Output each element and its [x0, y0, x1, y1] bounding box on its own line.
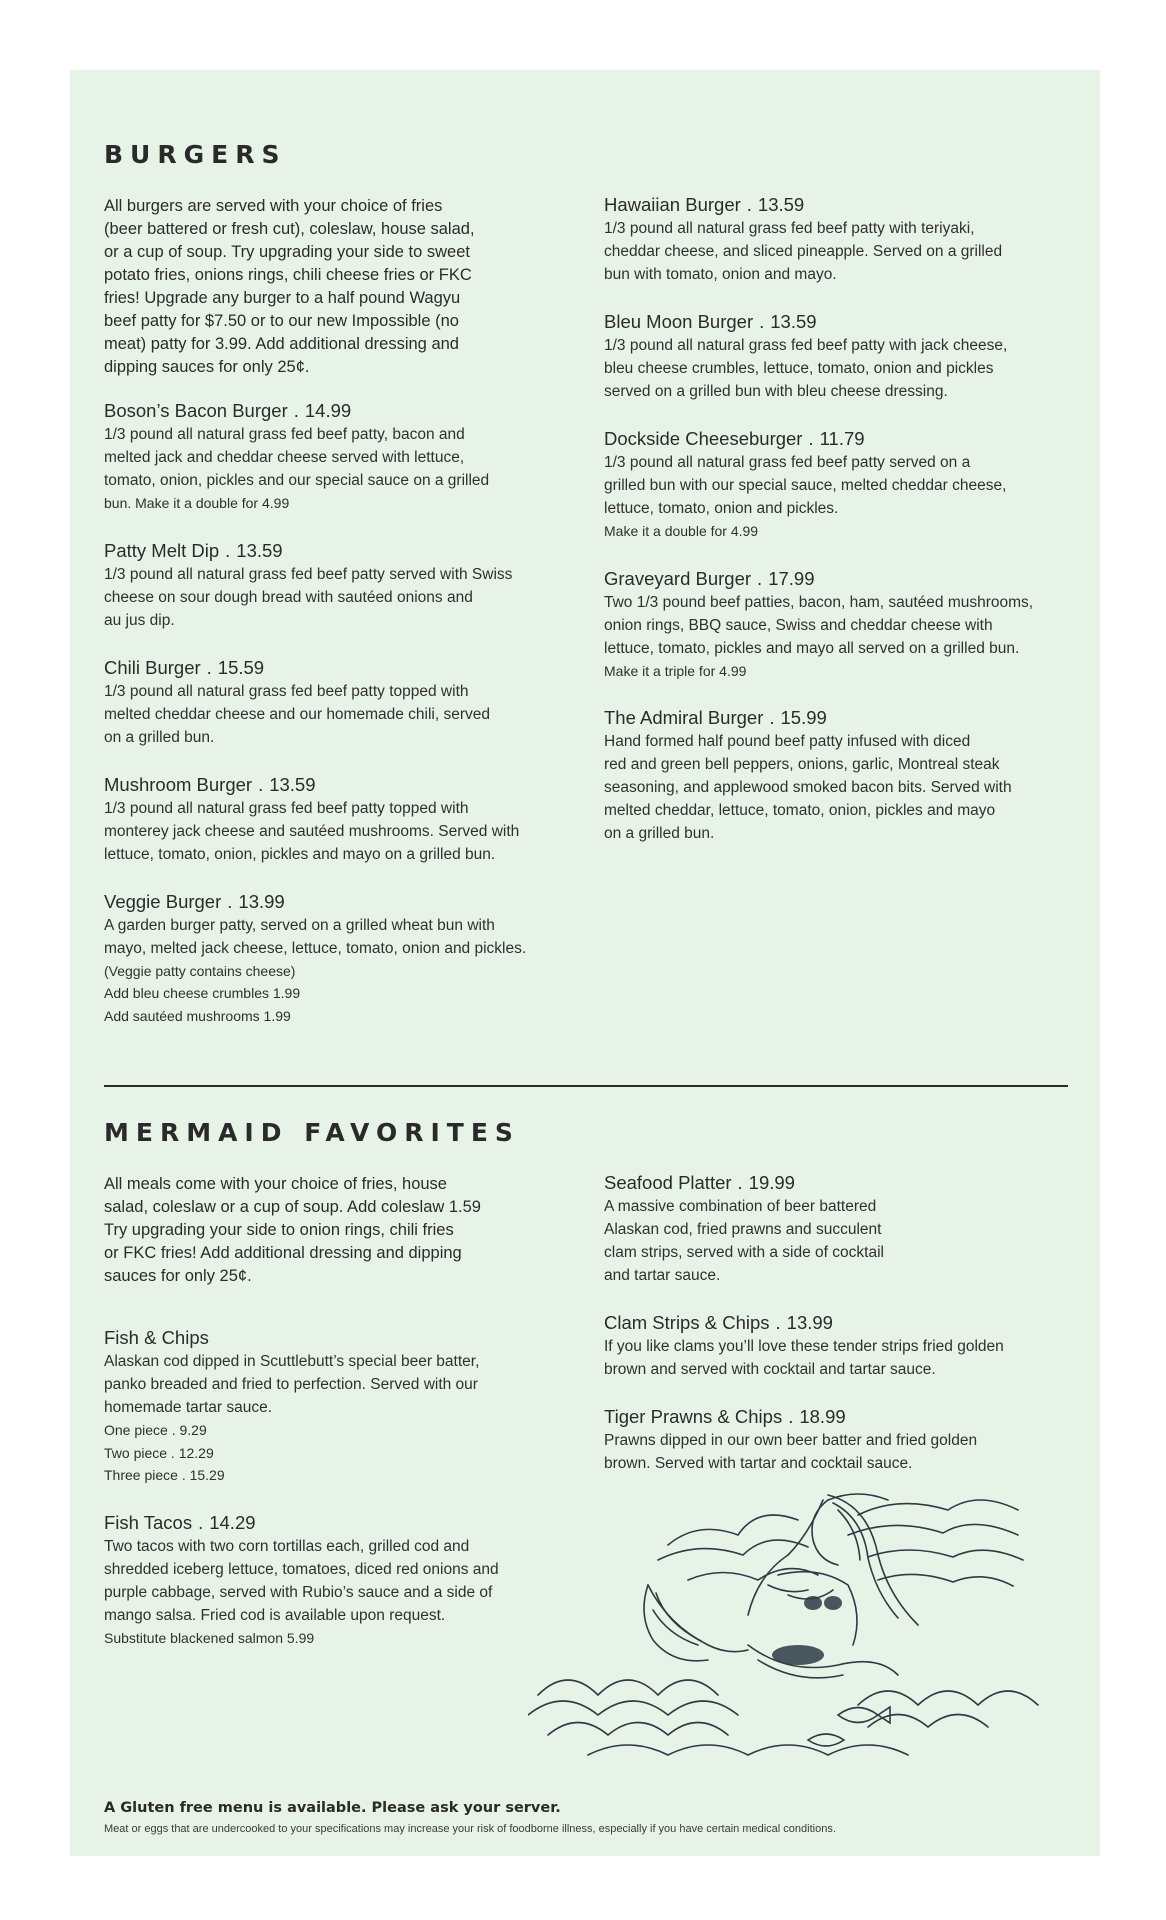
- menu-item-name: Chili Burger: [104, 656, 201, 678]
- menu-item-description: 1/3 pound all natural grass fed beef patty topped with: [104, 799, 469, 817]
- menu-item-description: Two tacos with two corn tortillas each, grilled cod and: [104, 1537, 470, 1555]
- menu-item-description: mayo, melted jack cheese, lettuce, tomato, onion and pickles.: [104, 939, 527, 957]
- burgers-left-items: [104, 399, 574, 1027]
- menu-item: [104, 1511, 574, 1650]
- price-separator: .: [198, 1511, 204, 1533]
- menu-item-description: cheese on sour dough bread with sautéed onions and: [104, 588, 473, 606]
- mermaid-intro: [104, 1173, 574, 1288]
- menu-item-description: bleu cheese crumbles, lettuce, tomato, onion and pickles: [604, 360, 994, 377]
- menu-item-description: served on a grilled bun with bleu cheese dressing.: [604, 383, 948, 400]
- menu-item-heading: [604, 1405, 1084, 1429]
- menu-item-description: on a grilled bun.: [604, 825, 715, 842]
- menu-item-description: If you like clams you’ll love these tender strips fried golden: [604, 1338, 1004, 1355]
- menu-item-name: Mushroom Burger: [104, 773, 253, 795]
- mermaid-favorites-title: MERMAID FAVORITES: [104, 1118, 520, 1147]
- menu-item-note: (Veggie patty contains cheese): [104, 962, 296, 979]
- menu-item-description: brown and served with cocktail and tartar sauce.: [604, 1361, 936, 1378]
- menu-item-description: Alaskan cod dipped in Scuttlebutt’s special beer batter,: [104, 1353, 480, 1370]
- menu-item-heading: [604, 193, 1084, 217]
- price-separator: .: [808, 428, 814, 449]
- menu-item-description: 1/3 pound all natural grass fed beef patty served with Swiss: [104, 565, 513, 583]
- menu-item-name: Hawaiian Burger: [604, 194, 741, 215]
- menu-item-name: Fish & Chips: [104, 1327, 209, 1348]
- menu-item-heading: [104, 539, 574, 563]
- menu-item-description: 1/3 pound all natural grass fed beef patty served on a: [604, 454, 971, 471]
- menu-item-name: Boson’s Bacon Burger: [104, 400, 288, 421]
- menu-item-price: 14.99: [304, 400, 352, 421]
- price-separator: .: [225, 539, 231, 561]
- menu-item-description: on a grilled bun.: [104, 728, 215, 746]
- price-separator: .: [737, 1172, 743, 1193]
- menu-item-price: 13.59: [770, 311, 817, 332]
- menu-item-heading: [604, 567, 1084, 591]
- menu-item-description: cheddar cheese, and sliced pineapple. Served on a grilled: [604, 243, 1003, 260]
- menu-item-price: 15.99: [780, 707, 827, 728]
- menu-item-description: lettuce, tomato, pickles and mayo all served on a grilled bun.: [604, 639, 1020, 657]
- section-divider: [104, 1085, 1068, 1087]
- menu-item-name: Clam Strips & Chips: [604, 1312, 770, 1333]
- intro-line: beef patty for $7.50 or to our new Impossible (no: [104, 312, 459, 330]
- menu-item-description: monterey jack cheese and sautéed mushrooms. Served with: [104, 822, 520, 840]
- menu-item: [104, 890, 574, 1028]
- menu-item: [104, 773, 574, 866]
- intro-line: sauces for only 25¢.: [104, 1267, 252, 1285]
- menu-item-description: A garden burger patty, served on a grilled wheat bun with: [104, 916, 495, 934]
- menu-item-heading: [604, 310, 1084, 334]
- menu-item-description: brown. Served with tartar and cocktail sauce.: [604, 1455, 913, 1472]
- intro-line: potato fries, onions rings, chili cheese fries or FKC: [104, 266, 472, 284]
- menu-item: [604, 1171, 1084, 1287]
- menu-item-price: 17.99: [768, 567, 815, 589]
- menu-item-description: au jus dip.: [104, 611, 175, 629]
- menu-item-heading: [104, 890, 574, 914]
- menu-item-heading: [604, 427, 1084, 451]
- menu-item-price: 13.99: [238, 890, 285, 912]
- menu-item-heading: [604, 1311, 1084, 1335]
- price-separator: .: [759, 311, 765, 332]
- menu-item-note: Two piece . 12.29: [104, 1444, 214, 1461]
- menu-item-description: purple cabbage, served with Rubio’s sauce and a side of: [104, 1583, 493, 1601]
- menu-item: [604, 310, 1084, 403]
- menu-item-description: homemade tartar sauce.: [104, 1399, 273, 1416]
- menu-item-note: Substitute blackened salmon 5.99: [104, 1629, 315, 1646]
- price-separator: .: [258, 773, 264, 795]
- burgers-intro: [104, 195, 574, 379]
- intro-line: or FKC fries! Add additional dressing and dipping: [104, 1244, 462, 1262]
- menu-item-heading: [604, 1171, 1084, 1195]
- menu-item-note: Make it a triple for 4.99: [604, 662, 747, 679]
- menu-item-name: Graveyard Burger: [604, 567, 752, 589]
- menu-item: [104, 656, 574, 749]
- burgers-title: BURGERS: [104, 140, 287, 169]
- menu-item-price: 13.99: [786, 1312, 833, 1333]
- gluten-free-note: A Gluten free menu is available. Please ask your server.: [104, 1800, 561, 1816]
- price-separator: .: [775, 1312, 781, 1333]
- menu-panel: [70, 70, 1100, 1856]
- intro-line: or a cup of soup. Try upgrading your side to sweet: [104, 243, 470, 261]
- menu-item-price: 19.99: [748, 1172, 795, 1193]
- menu-item-note: Add bleu cheese crumbles 1.99: [104, 985, 301, 1001]
- intro-line: dipping sauces for only 25¢.: [104, 358, 310, 376]
- menu-item-description: mango salsa. Fried cod is available upon request.: [104, 1606, 446, 1624]
- menu-item-description: 1/3 pound all natural grass fed beef patty, bacon and: [104, 426, 465, 443]
- menu-item-description: Prawns dipped in our own beer batter and fried golden: [604, 1432, 978, 1449]
- mermaid-right-items: [604, 1171, 1084, 1475]
- menu-item-note: bun. Make it a double for 4.99: [104, 495, 290, 511]
- menu-item-name: Patty Melt Dip: [104, 539, 220, 561]
- price-separator: .: [746, 194, 752, 215]
- menu-item-description: melted cheddar cheese and our homemade chili, served: [104, 705, 491, 723]
- menu-item-heading: [104, 1511, 574, 1535]
- menu-item: [604, 1311, 1084, 1381]
- price-separator: .: [757, 567, 763, 589]
- burgers-right-items: [604, 193, 1084, 845]
- menu-item-description: panko breaded and fried to perfection. Served with our: [104, 1376, 478, 1393]
- menu-item-heading: [104, 656, 574, 680]
- menu-item-description: Two 1/3 pound beef patties, bacon, ham, sautéed mushrooms,: [604, 593, 1034, 611]
- menu-item-description: and tartar sauce.: [604, 1267, 721, 1284]
- menu-item-name: Tiger Prawns & Chips: [604, 1406, 783, 1427]
- intro-line: (beer battered or fresh cut), coleslaw, house salad,: [104, 220, 475, 238]
- intro-line: salad, coleslaw or a cup of soup. Add coleslaw 1.59: [104, 1198, 481, 1216]
- mermaid-left-column: [104, 1173, 574, 1649]
- menu-item-description: A massive combination of beer battered: [604, 1198, 877, 1215]
- menu-item: [604, 193, 1084, 286]
- menu-item-name: Fish Tacos: [104, 1511, 193, 1533]
- intro-line: All burgers are served with your choice of fries: [104, 197, 443, 215]
- menu-item-note: Three piece . 15.29: [104, 1467, 225, 1483]
- price-separator: .: [206, 656, 212, 678]
- intro-line: Try upgrading your side to onion rings, chili fries: [104, 1221, 454, 1239]
- price-separator: .: [769, 707, 775, 728]
- menu-item-description: lettuce, tomato, onion, pickles and mayo on a grilled bun.: [104, 845, 496, 863]
- burgers-right-column: [604, 193, 1084, 845]
- menu-item-heading: [604, 706, 1084, 730]
- menu-item-description: Alaskan cod, fried prawns and succulent: [604, 1221, 882, 1238]
- menu-item-name: Bleu Moon Burger: [604, 311, 754, 332]
- menu-item: [604, 706, 1084, 845]
- menu-item-description: bun with tomato, onion and mayo.: [604, 266, 837, 283]
- menu-item-price: 13.59: [236, 539, 283, 561]
- menu-item-description: 1/3 pound all natural grass fed beef patty with jack cheese,: [604, 337, 1008, 354]
- menu-item-note: Make it a double for 4.99: [604, 523, 759, 539]
- menu-item: [604, 427, 1084, 543]
- menu-item-heading: [104, 399, 574, 423]
- menu-item: [104, 399, 574, 515]
- menu-item-description: grilled bun with our special sauce, melted cheddar cheese,: [604, 477, 1007, 494]
- menu-item-description: shredded iceberg lettuce, tomatoes, diced red onions and: [104, 1560, 499, 1578]
- menu-item-description: 1/3 pound all natural grass fed beef patty topped with: [104, 682, 469, 700]
- menu-item-description: melted cheddar, lettuce, tomato, onion, pickles and mayo: [604, 802, 996, 819]
- menu-item-name: Veggie Burger: [104, 890, 222, 912]
- menu-item-description: seasoning, and applewood smoked bacon bits. Served with: [604, 779, 1012, 796]
- menu-item-description: tomato, onion, pickles and our special sauce on a grilled: [104, 472, 490, 489]
- menu-item-heading: [104, 773, 574, 797]
- price-separator: .: [788, 1406, 794, 1427]
- menu-item-heading: [104, 1326, 574, 1350]
- mermaid-right-column: [604, 1171, 1084, 1475]
- menu-item: [104, 539, 574, 632]
- menu-item-name: Seafood Platter: [604, 1172, 732, 1193]
- menu-item-description: 1/3 pound all natural grass fed beef patty with teriyaki,: [604, 220, 975, 237]
- menu-item-price: 14.29: [209, 1511, 256, 1533]
- menu-item-note: Add sautéed mushrooms 1.99: [104, 1007, 291, 1024]
- menu-item-price: 11.79: [819, 428, 865, 449]
- menu-item-note: One piece . 9.29: [104, 1422, 207, 1438]
- menu-item-price: 15.59: [217, 656, 265, 678]
- intro-line: All meals come with your choice of fries, house: [104, 1175, 447, 1193]
- menu-item-price: 13.59: [269, 773, 316, 795]
- menu-item-price: 13.59: [757, 194, 805, 215]
- menu-item-description: Hand formed half pound beef patty infused with diced: [604, 733, 971, 750]
- menu-item-name: The Admiral Burger: [604, 707, 764, 728]
- menu-item-price: 18.99: [799, 1406, 846, 1427]
- menu-item-description: melted jack and cheddar cheese served with lettuce,: [104, 449, 465, 466]
- menu-item-description: lettuce, tomato, onion and pickles.: [604, 500, 839, 517]
- menu-item: [604, 1405, 1084, 1475]
- menu-item: [104, 1326, 574, 1487]
- mermaid-illustration-icon: [528, 1485, 1048, 1785]
- intro-line: fries! Upgrade any burger to a half pound Wagyu: [104, 289, 461, 307]
- price-separator: .: [293, 400, 299, 421]
- foodborne-disclaimer: Meat or eggs that are undercooked to your specifications may increase your risk of foodborne illness, especially if you have certain medical conditions.: [104, 1823, 836, 1835]
- price-separator: .: [227, 890, 233, 912]
- burgers-left-column: [104, 195, 574, 1027]
- menu-item-description: clam strips, served with a side of cocktail: [604, 1244, 884, 1261]
- menu-item-description: red and green bell peppers, onions, garlic, Montreal steak: [604, 756, 1000, 773]
- menu-item-description: onion rings, BBQ sauce, Swiss and cheddar cheese with: [604, 616, 993, 634]
- intro-line: meat) patty for 3.99. Add additional dressing and: [104, 335, 459, 353]
- menu-item-name: Dockside Cheeseburger: [604, 428, 803, 449]
- mermaid-left-items: [104, 1326, 574, 1649]
- menu-item: [604, 567, 1084, 683]
